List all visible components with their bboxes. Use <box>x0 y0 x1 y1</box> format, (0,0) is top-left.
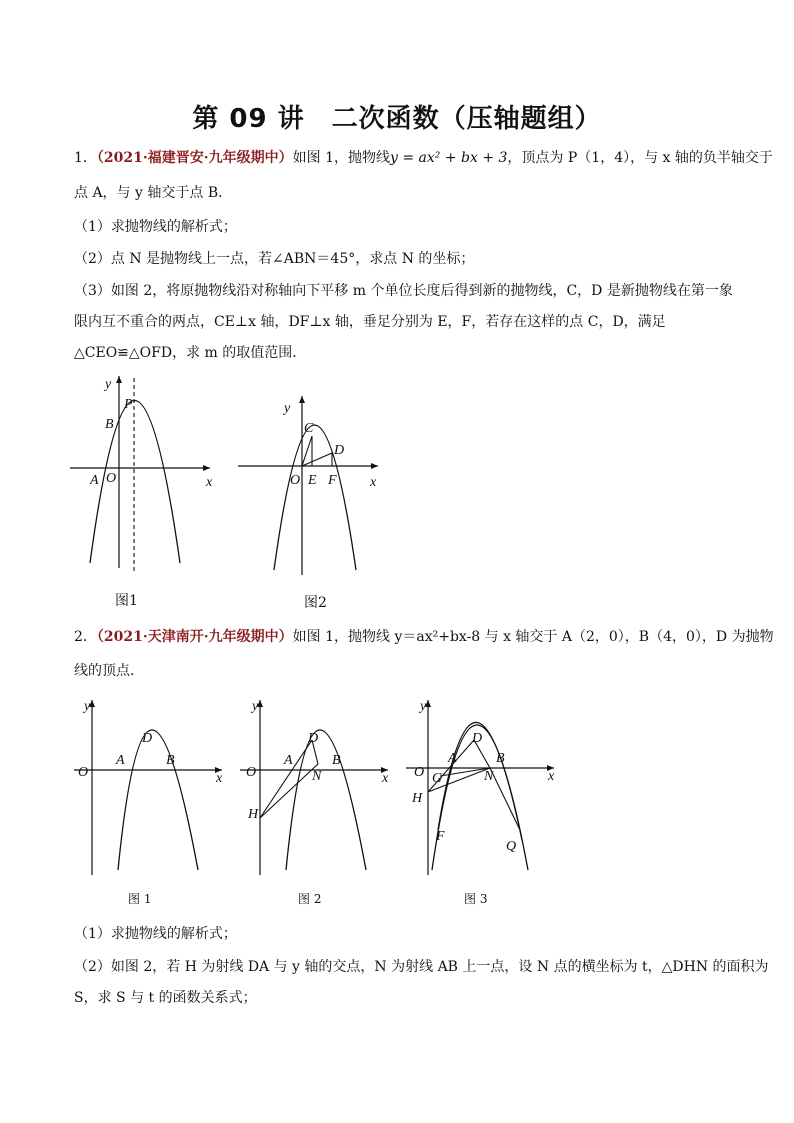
parabola <box>90 401 180 564</box>
label-D: D <box>472 731 483 746</box>
label-A: A <box>284 753 293 768</box>
q1-stem-b: ，顶点为 P（1，4），与 x 轴的负半轴交于 <box>507 150 773 166</box>
label-O: O <box>106 471 117 486</box>
label-G: G <box>432 771 443 786</box>
label-C: C <box>304 421 314 436</box>
q1-part3-line3: △CEO≌△OFD，求 m 的取值范围． <box>74 345 307 361</box>
label-x: x <box>548 769 555 784</box>
parabola <box>286 730 366 870</box>
label-B: B <box>166 753 175 768</box>
label-Q: Q <box>506 839 517 854</box>
q1-part3-line2: 限内互不重合的两点，CE⊥x 轴，DF⊥x 轴，垂足分别为 E，F，若存在这样的点 C，D，满足 <box>74 314 666 330</box>
x-axis-arrow <box>203 465 210 471</box>
q1-figure-1 <box>60 368 230 578</box>
q2-number: 2． <box>74 629 97 645</box>
q2-figure-3 <box>402 690 562 880</box>
label-O: O <box>78 765 89 780</box>
segment-NQ <box>490 768 520 830</box>
label-D: D <box>334 443 345 458</box>
q1-fig2-caption: 图2 <box>304 595 327 611</box>
label-A: A <box>116 753 125 768</box>
label-D: D <box>308 731 319 746</box>
q1-fig1-caption: 图1 <box>115 593 138 609</box>
q1-part3-line1: （3）如图 2，将原抛物线沿对称轴向下平移 m 个单位长度后得到新的抛物线，C，D 是新抛物线在第一象 <box>74 283 733 299</box>
label-B: B <box>496 751 505 766</box>
label-E: E <box>308 473 317 488</box>
q1-part1: （1）求抛物线的解析式； <box>74 219 237 235</box>
label-P: P <box>124 397 133 412</box>
label-A: A <box>90 473 99 488</box>
q1-stem-line2: 点 A，与 y 轴交于点 B． <box>74 185 233 201</box>
label-x: x <box>370 475 377 490</box>
q1-source: （2021·福建晋安·九年级期中） <box>96 150 293 166</box>
label-y: y <box>105 377 112 392</box>
q1-stem-line1 <box>74 148 773 168</box>
label-O: O <box>246 765 257 780</box>
label-F: F <box>436 829 445 844</box>
label-N: N <box>484 769 494 784</box>
label-y: y <box>84 699 91 714</box>
q2-figure-2 <box>236 690 396 880</box>
label-B: B <box>105 417 114 432</box>
x-axis-arrow <box>371 463 378 469</box>
ray-DA <box>260 740 312 818</box>
label-x: x <box>382 771 389 786</box>
q1-formula: y = ax² + bx + 3 <box>390 150 508 166</box>
label-y: y <box>284 401 291 416</box>
label-x: x <box>216 771 223 786</box>
page-title: 第 09 讲 二次函数（压轴题组） <box>192 104 602 134</box>
label-H: H <box>248 807 259 822</box>
y-axis-arrow <box>116 376 122 383</box>
q1-number: 1． <box>74 150 97 166</box>
parabola <box>118 730 198 870</box>
label-N: N <box>312 769 322 784</box>
label-y: y <box>420 699 427 714</box>
segment-OD <box>302 453 332 466</box>
q1-part2: （2）点 N 是抛物线上一点，若∠ABN＝45°，求点 N 的坐标； <box>74 251 475 267</box>
q1-stem-a: 如图 1，抛物线 <box>292 150 390 166</box>
segment-HN <box>260 764 318 818</box>
segment-OC <box>302 436 312 466</box>
label-H: H <box>412 791 423 806</box>
y-axis-arrow <box>299 396 305 403</box>
q2-stem-line2: 线的顶点． <box>74 663 144 679</box>
q2-source: （2021·天津南开·九年级期中） <box>96 629 293 645</box>
q2-stem-a: 如图 1，抛物线 y＝ax²+bx-8 与 x 轴交于 A（2，0），B（4，0），D 为抛物 <box>292 629 774 645</box>
q2-fig1-caption: 图 1 <box>128 892 152 906</box>
q2-stem-line1 <box>74 627 774 647</box>
label-x: x <box>206 475 213 490</box>
q2-part2-line2: S，求 S 与 t 的函数关系式； <box>74 990 257 1006</box>
label-D: D <box>142 731 153 746</box>
q2-figure-1 <box>70 690 230 880</box>
label-y: y <box>252 699 259 714</box>
q2-part2-line1: （2）如图 2，若 H 为射线 DA 与 y 轴的交点，N 为射线 AB 上一点，设 N 点的横坐标为 t，△DHN 的面积为 <box>74 959 769 975</box>
q2-fig3-caption: 图 3 <box>464 892 488 906</box>
q2-fig2-caption: 图 2 <box>298 892 322 906</box>
label-B: B <box>332 753 341 768</box>
q2-part1: （1）求抛物线的解析式； <box>74 926 237 942</box>
label-F: F <box>328 473 337 488</box>
label-O: O <box>290 473 301 488</box>
label-A: A <box>448 751 457 766</box>
q1-figure-2 <box>232 390 392 580</box>
label-O: O <box>414 765 425 780</box>
